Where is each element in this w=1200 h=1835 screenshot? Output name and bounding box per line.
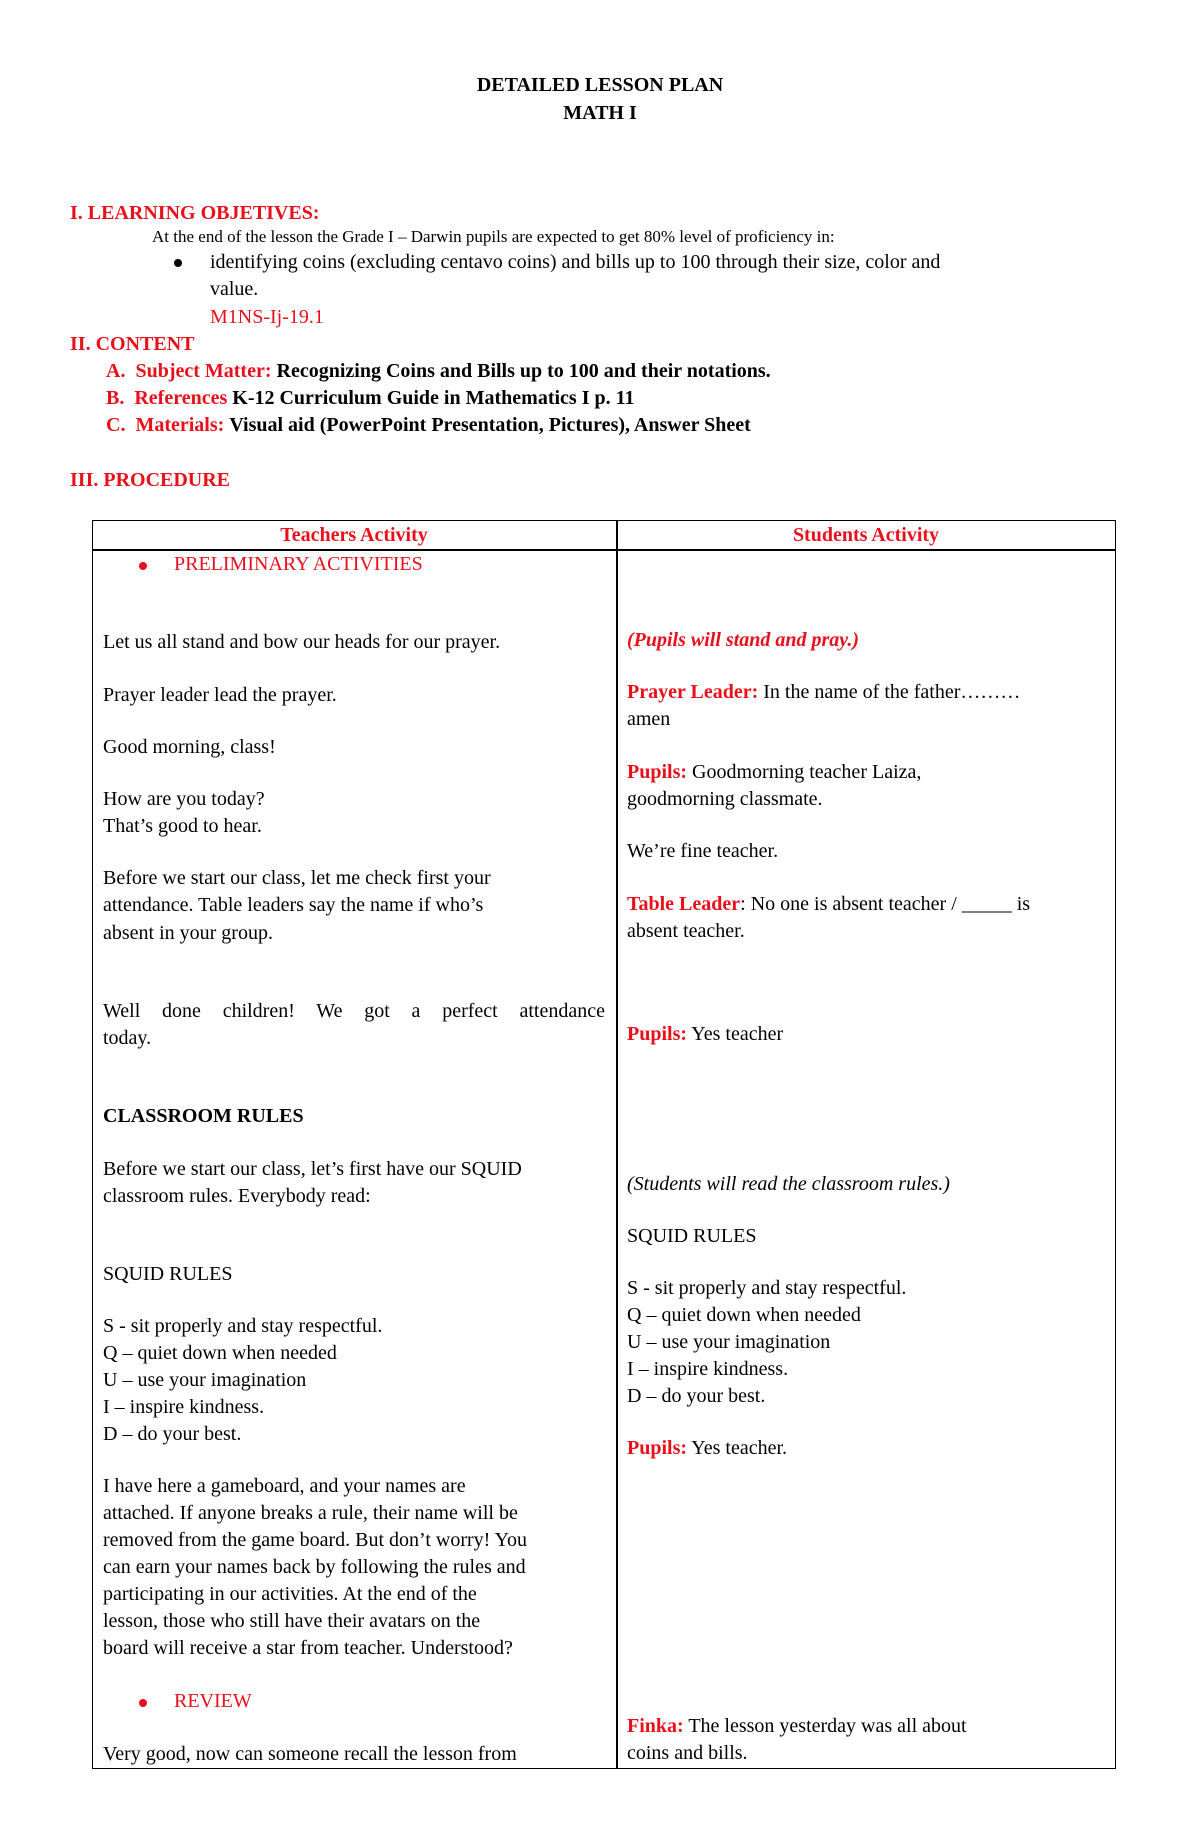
teacher-gameboard-line-4: can earn your names back by following the rules and [103, 1556, 526, 1578]
pupils-yes-text-2: Yes teacher. [691, 1437, 788, 1459]
teacher-rules-intro-line-1: Before we start our class, let’s first have our SQUID [103, 1158, 522, 1180]
content-c-label: C. [106, 414, 126, 436]
content-materials [106, 414, 751, 437]
objective-item-line-2: value. [210, 278, 259, 300]
objectives-heading: I. LEARNING OBJETIVES: [70, 202, 320, 224]
teacher-rule-d: D – do your best. [103, 1423, 242, 1445]
content-subject-matter [106, 360, 771, 383]
students-finka [627, 1713, 967, 1740]
students-fine: We’re fine teacher. [627, 840, 779, 862]
students-rule-q: Q – quiet down when needed [627, 1304, 861, 1326]
table-leader-text: : No one is absent teacher / _____ is [740, 893, 1031, 915]
teacher-welldone-line-1: Well done children! We got a perfect attendance [103, 1000, 605, 1022]
teacher-attendance-line-3: absent in your group. [103, 922, 273, 944]
teacher-recall: Very good, now can someone recall the lesson from [103, 1743, 517, 1765]
students-rule-i: I – inspire kindness. [627, 1358, 789, 1380]
pupils-yes-text: Yes teacher [691, 1023, 784, 1045]
students-finka-line-2: coins and bills. [627, 1742, 748, 1764]
content-c-key: Materials: [135, 414, 225, 436]
students-pupils-yes [627, 1021, 783, 1048]
teacher-how-are-you: How are you today? [103, 788, 265, 810]
procedure-heading: III. PROCEDURE [70, 469, 231, 491]
content-b-key: References [134, 387, 228, 409]
students-rule-u: U – use your imagination [627, 1331, 831, 1353]
col-header-teacher: Teachers Activity [280, 524, 428, 546]
teacher-good-to-hear: That’s good to hear. [103, 815, 262, 837]
content-c-value: Visual aid (PowerPoint Presentation, Pictures), Answer Sheet [229, 414, 751, 436]
bullet-icon [174, 259, 182, 267]
teacher-squid-title: SQUID RULES [103, 1263, 233, 1285]
students-squid-title: SQUID RULES [627, 1225, 757, 1247]
teacher-attendance-line-1: Before we start our class, let me check first your [103, 867, 491, 889]
teacher-welldone-line-2: today. [103, 1027, 152, 1049]
teacher-prayer-leader: Prayer leader lead the prayer. [103, 684, 337, 706]
students-pupils-yes-2 [627, 1435, 787, 1462]
document-title: DETAILED LESSON PLAN [476, 74, 724, 96]
teacher-gameboard-line-7: board will receive a star from teacher. Understood? [103, 1637, 513, 1659]
students-prayer-leader [627, 679, 1020, 706]
content-b-label: B. [106, 387, 125, 409]
teacher-gameboard-line-3: removed from the game board. But don’t worry! You [103, 1529, 528, 1551]
students-rule-s: S - sit properly and stay respectful. [627, 1277, 907, 1299]
teacher-rules-intro-line-2: classroom rules. Everybody read: [103, 1185, 371, 1207]
content-a-value: Recognizing Coins and Bills up to 100 and their notations. [276, 360, 771, 382]
content-a-key: Subject Matter: [135, 360, 272, 382]
objectives-intro: At the end of the lesson the Grade I – Darwin pupils are expected to get 80% level of proficiency in: [152, 227, 835, 246]
students-read-rules: (Students will read the classroom rules.) [627, 1173, 950, 1195]
prayer-leader-label: Prayer Leader: [627, 681, 759, 703]
students-amen: amen [627, 708, 671, 730]
review-heading: REVIEW [174, 1690, 252, 1712]
document-subject: MATH I [563, 102, 637, 124]
teacher-prayer: Let us all stand and bow our heads for our prayer. [103, 631, 501, 653]
table-leader-label: Table Leader [627, 893, 741, 915]
preliminary-activities: PRELIMINARY ACTIVITIES [174, 553, 423, 575]
content-b-value: K-12 Curriculum Guide in Mathematics I p. 11 [232, 387, 635, 409]
teacher-rule-u: U – use your imagination [103, 1369, 307, 1391]
classroom-rules-heading: CLASSROOM RULES [103, 1105, 304, 1127]
pupils-greeting-text: Goodmorning teacher Laiza, [692, 761, 922, 783]
objective-item-line-1: identifying coins (excluding centavo coins) and bills up to 100 through their size, color and [210, 251, 941, 273]
bullet-icon [139, 562, 147, 570]
students-absent: absent teacher. [627, 920, 745, 942]
students-pupils-greeting [627, 759, 921, 786]
content-a-label: A. [106, 360, 126, 382]
pupils-label: Pupils: [627, 761, 688, 783]
content-references [106, 387, 635, 410]
finka-label: Finka: [627, 1715, 684, 1737]
teacher-gameboard-line-1: I have here a gameboard, and your names are [103, 1475, 466, 1497]
prayer-leader-text: In the name of the father……… [763, 681, 1021, 703]
students-table-leader [627, 891, 1030, 918]
pupils-label: Pupils: [627, 1437, 688, 1459]
objective-code: M1NS-Ij-19.1 [210, 306, 324, 328]
teacher-rule-s: S - sit properly and stay respectful. [103, 1315, 383, 1337]
pupils-label: Pupils: [627, 1023, 688, 1045]
teacher-attendance-line-2: attendance. Table leaders say the name if who’s [103, 894, 484, 916]
teacher-gameboard-line-2: attached. If anyone breaks a rule, their name will be [103, 1502, 518, 1524]
students-pray: (Pupils will stand and pray.) [627, 629, 860, 651]
students-greeting-line-2: goodmorning classmate. [627, 788, 823, 810]
col-header-students: Students Activity [792, 524, 940, 546]
teacher-rule-i: I – inspire kindness. [103, 1396, 265, 1418]
teacher-gameboard-line-6: lesson, those who still have their avatars on the [103, 1610, 481, 1632]
teacher-greeting: Good morning, class! [103, 736, 276, 758]
teacher-gameboard-line-5: participating in our activities. At the end of the [103, 1583, 477, 1605]
table-column-divider [616, 520, 618, 1768]
students-rule-d: D – do your best. [627, 1385, 766, 1407]
bullet-icon [139, 1699, 147, 1707]
content-heading: II. CONTENT [70, 333, 195, 355]
teacher-rule-q: Q – quiet down when needed [103, 1342, 337, 1364]
finka-text: The lesson yesterday was all about [688, 1715, 967, 1737]
